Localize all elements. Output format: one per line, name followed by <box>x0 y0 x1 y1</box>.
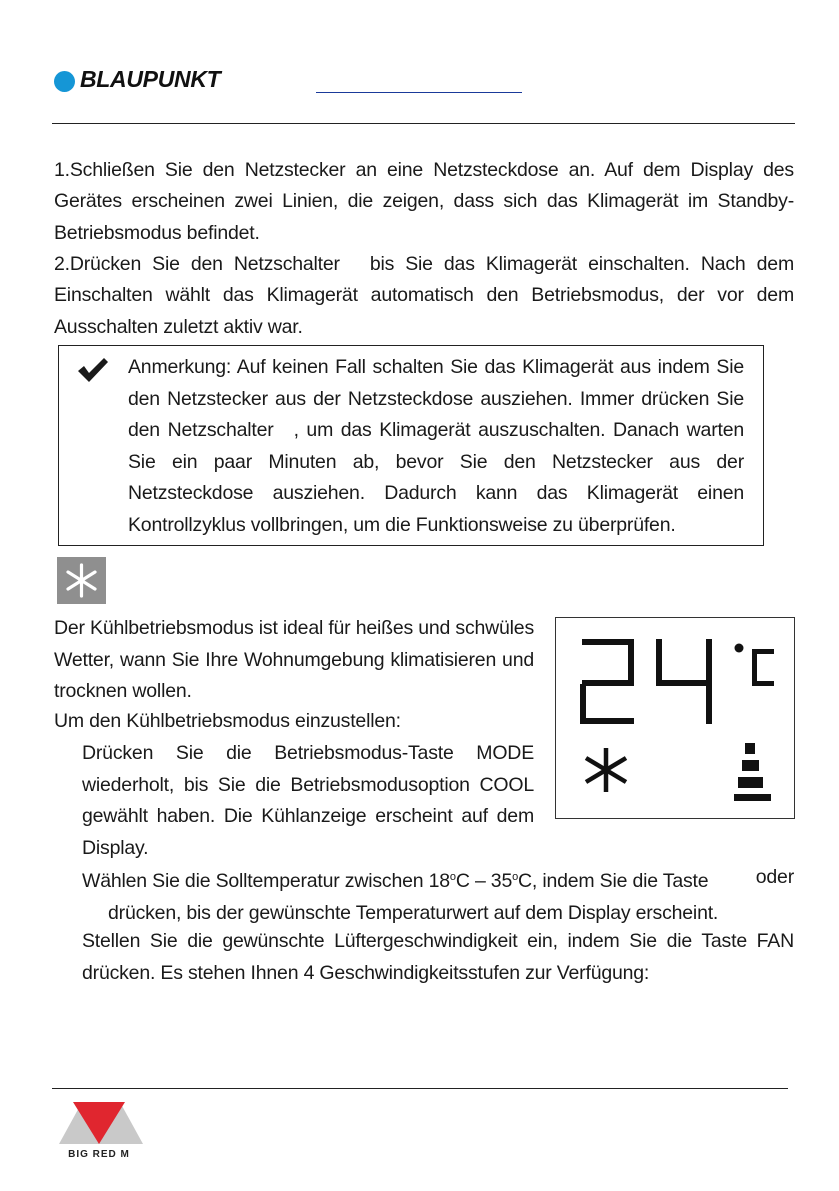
step-1-number: 1. <box>54 159 70 181</box>
lcd-digit-2 <box>580 639 634 724</box>
checkmark-icon <box>76 356 110 384</box>
snowflake-icon <box>586 748 626 792</box>
degree-sup-1: o <box>449 871 456 883</box>
degree-dot-icon <box>735 644 744 653</box>
cool-bullet-2-b: C – 35 <box>455 870 513 892</box>
celsius-icon <box>752 649 774 686</box>
note-text-before: Anmerkung: Auf keinen Fall schalten Sie das Klimagerät aus indem Sie den Netzstecker aus der Netzsteckdose ausziehen. Immer drücken Sie den Netzschalter <box>128 356 744 441</box>
cool-mode-icon <box>57 557 106 604</box>
cool-bullet-2 <box>82 862 794 929</box>
brand-logo-dot <box>54 71 75 92</box>
fan-level-icon <box>734 743 771 801</box>
footer-logo <box>59 1100 143 1160</box>
cool-bullet-2-e: drücken, bis der gewünschte Temperaturwert auf dem Display erscheint. <box>108 901 719 924</box>
brand-logo-text: BLAUPUNKT <box>80 66 221 92</box>
snowflake-icon <box>57 557 106 604</box>
note-text <box>128 352 744 541</box>
step-2-number: 2. <box>54 253 70 275</box>
header-link-underline <box>316 92 522 93</box>
note-text-after: , um das Klimagerät auszuschalten. Danach warten Sie ein paar Minuten ab, bevor Sie den Netzstecker aus der Netzsteckdose ausziehen. Dadurch kann das Klimagerät einen Kontrollzyklus vollbringen, um die Funktionsweise zu überprüfen. <box>128 419 744 536</box>
degree-sup-2: o <box>512 871 519 883</box>
step-2-text-before: Drücken Sie den Netzschalter <box>69 253 340 275</box>
footer-logo-text: BIG RED M <box>68 1149 130 1160</box>
lcd-digit-4 <box>656 639 712 724</box>
cool-bullet-1: Drücken Sie die Betriebsmodus-Taste MODE wiederholt, bis Sie die Betriebsmodusoption COOL gewählt haben. Die Kühlanzeige erscheint auf dem Display. <box>82 742 534 859</box>
big-red-m-logo-icon <box>59 1100 143 1160</box>
step-1-paragraph <box>54 155 794 249</box>
header-divider <box>52 123 795 124</box>
cool-howto: Um den Kühlbetriebsmodus einzustellen: <box>54 710 401 732</box>
step-1-text: Schließen Sie den Netzstecker an eine Netzsteckdose an. Auf dem Display des Gerätes erscheinen zwei Linien, die zeigen, dass sich das Klimagerät im Standby-Betriebsmodus befindet. <box>54 159 794 244</box>
footer-divider <box>52 1088 788 1089</box>
cool-bullet-2-a: Wählen Sie die Solltemperatur zwischen 18 <box>82 870 450 892</box>
step-2-text-after: bis Sie das Klimagerät einschalten. Nach dem Einschalten wählt das Klimagerät automatisch den Betriebsmodus, der vor dem Ausschalten zuletzt aktiv war. <box>54 253 794 338</box>
step-2-paragraph <box>54 249 794 343</box>
lcd-display-graphic <box>556 618 793 817</box>
lcd-display <box>555 617 795 819</box>
cool-bullet-3: Stellen Sie die gewünschte Lüftergeschwindigkeit ein, indem Sie die Taste FAN drücken. Es stehen Ihnen 4 Geschwindigkeitsstufen zur Verfügung: <box>82 930 794 984</box>
cool-bullet-2-d: oder <box>755 866 794 888</box>
cool-bullet-2-c: C, indem Sie die Taste <box>518 870 709 892</box>
cool-intro: Der Kühlbetriebsmodus ist ideal für heißes und schwüles Wetter, wann Sie Ihre Wohnumgebung klimatisieren und trocknen wollen. <box>54 617 534 702</box>
